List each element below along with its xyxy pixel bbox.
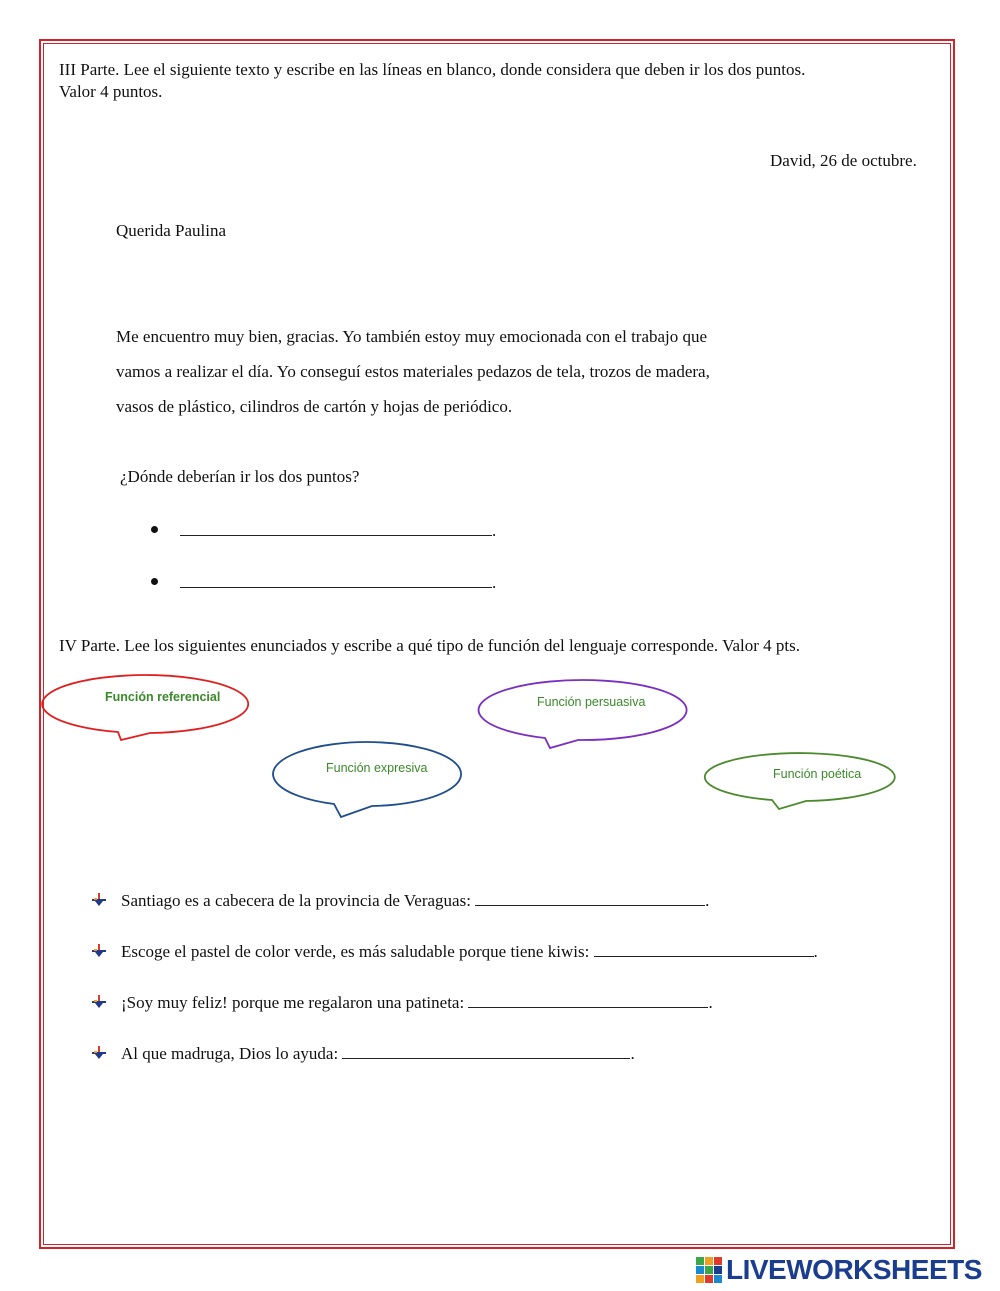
- logo-text: LIVEWORKSHEETS: [726, 1254, 982, 1285]
- item-end-4: .: [630, 1044, 635, 1063]
- bubble-label-poetica: Función poética: [773, 767, 862, 781]
- part3-instructions-line1: III Parte. Lee el siguiente texto y escribe en las líneas en blanco, donde considera que deben ir los dos puntos.: [59, 60, 806, 79]
- item-blank-1[interactable]: [475, 891, 705, 906]
- item-row-1: [121, 890, 709, 912]
- item-blank-4[interactable]: [342, 1044, 630, 1059]
- part4-instructions: IV Parte. Lee los siguientes enunciados y escribe a qué tipo de función del lenguaje corresponde. Valor 4 pts.: [59, 636, 801, 655]
- bubble-label-referencial: Función referencial: [105, 690, 221, 704]
- item-row-2: [121, 941, 818, 963]
- item-row-3: [121, 992, 713, 1014]
- answer-end-1: .: [492, 521, 497, 540]
- item-end-3: .: [708, 993, 713, 1012]
- answer-end-2: .: [492, 573, 497, 592]
- item-end-1: .: [705, 891, 710, 910]
- bubble-poetica: [705, 753, 895, 809]
- item-row-4: [121, 1043, 635, 1065]
- item-text-1: Santiago es a cabecera de la provincia de Veraguas:: [121, 891, 471, 910]
- part3-question: ¿Dónde deberían ir los dos puntos?: [120, 467, 360, 486]
- bubble-expresiva: [273, 742, 461, 817]
- bubble-label-expresiva: Función expresiva: [326, 761, 428, 775]
- bubble-referencial: [42, 675, 248, 740]
- letter-greeting: Querida Paulina: [116, 221, 226, 240]
- item-end-2: .: [813, 942, 818, 961]
- letter-body-line2: vamos a realizar el día. Yo conseguí estos materiales pedazos de tela, trozos de madera,: [116, 362, 710, 381]
- arrow-bullet-icon: [92, 1046, 106, 1060]
- letter-body-line1: Me encuentro muy bien, gracias. Yo también estoy muy emocionada con el trabajo que: [116, 327, 708, 346]
- part3-instructions-line2: Valor 4 puntos.: [59, 82, 163, 101]
- item-text-3: ¡Soy muy feliz! porque me regalaron una patineta:: [121, 993, 465, 1012]
- arrow-bullet-icon: [92, 893, 106, 907]
- letter-body-line3: vasos de plástico, cilindros de cartón y hojas de periódico.: [116, 397, 513, 416]
- liveworksheets-logo[interactable]: [696, 1256, 982, 1284]
- bubble-persuasiva: [479, 680, 687, 748]
- arrow-bullet-icon: [92, 995, 106, 1009]
- liveworksheets-logo-icon: [696, 1257, 722, 1283]
- item-text-4: Al que madruga, Dios lo ayuda:: [121, 1044, 339, 1063]
- letter-date: David, 26 de octubre.: [770, 151, 917, 170]
- bubble-label-persuasiva: Función persuasiva: [537, 695, 646, 709]
- arrow-bullet-icon: [92, 944, 106, 958]
- item-blank-3[interactable]: [468, 993, 708, 1008]
- item-blank-2[interactable]: [594, 942, 814, 957]
- item-text-2: Escoge el pastel de color verde, es más saludable porque tiene kiwis:: [121, 942, 590, 961]
